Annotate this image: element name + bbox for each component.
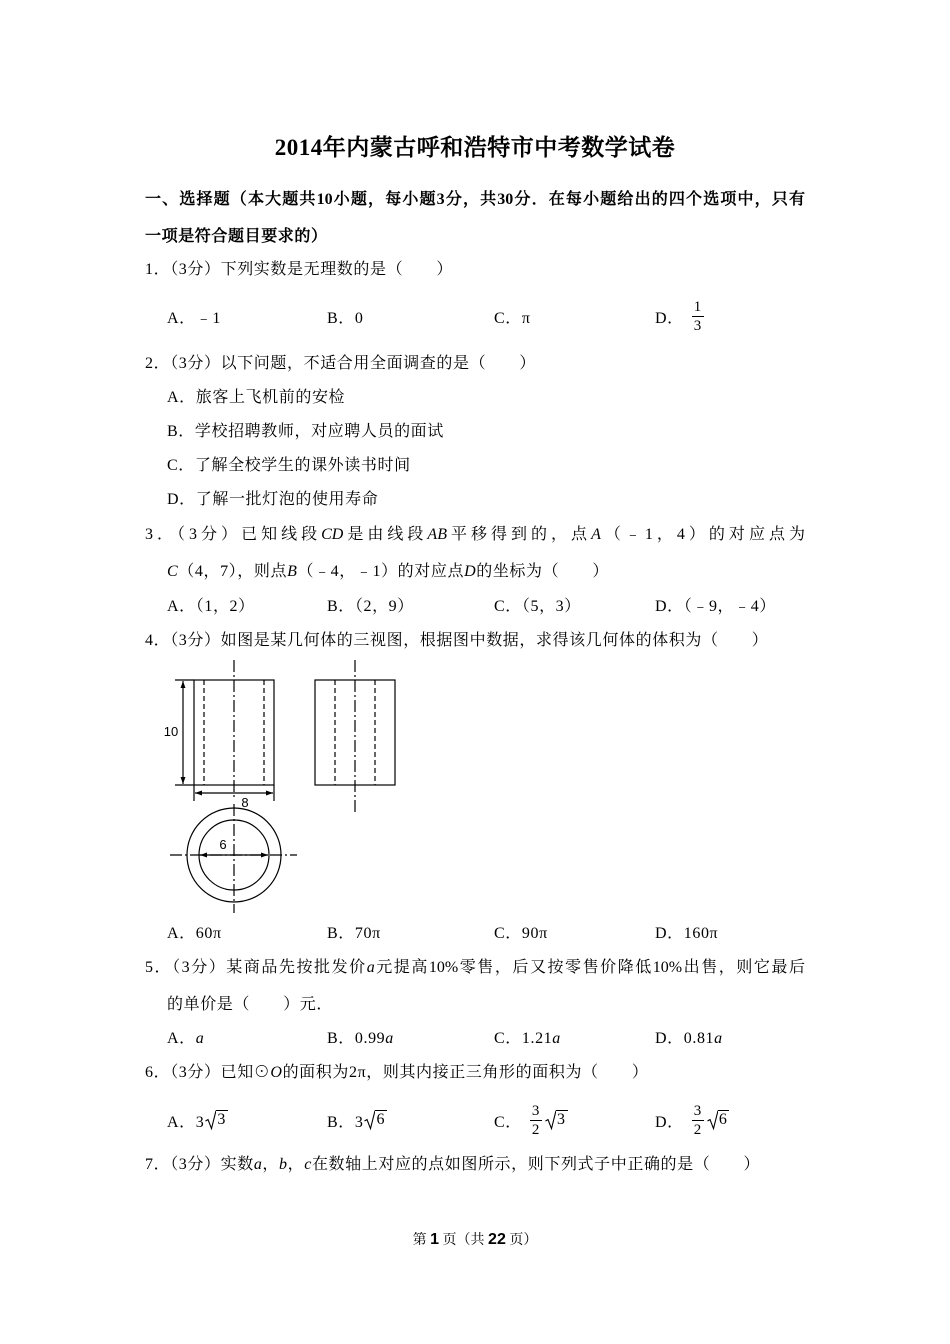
- text-segment: （﹣4，﹣1）的对应点: [297, 563, 465, 580]
- q2-option-c: C．了解全校学生的课外读书时间: [167, 457, 411, 474]
- variable: CD: [321, 526, 344, 543]
- footer-text: 页）: [505, 1233, 538, 1248]
- variable: D: [464, 563, 477, 580]
- q6-option-d: [655, 1100, 729, 1140]
- q6-stem: [145, 1063, 648, 1083]
- q3-option-c: C．（5，3）: [494, 598, 581, 615]
- option-label: A．: [167, 1030, 196, 1047]
- radicand: 6: [718, 1111, 728, 1128]
- q6-option-c: [494, 1100, 568, 1140]
- square-root: [707, 1110, 730, 1130]
- variable: AB: [427, 526, 447, 543]
- fraction: [530, 1103, 542, 1138]
- q2-option-d: D．了解一批灯泡的使用寿命: [167, 491, 379, 508]
- width-dimension-label: 8: [241, 795, 249, 810]
- q3-stem-line1: [145, 525, 805, 545]
- section-heading-line2: 一项是符合题目要求的）: [145, 228, 328, 245]
- radicand: 6: [376, 1111, 386, 1128]
- q6-option-a: [167, 1100, 228, 1140]
- q4-option-b: B．70π: [327, 925, 381, 942]
- radical-sign-icon: [364, 1110, 375, 1130]
- q4-option-c: C．90π: [494, 925, 548, 942]
- option-label: C．: [494, 1113, 522, 1131]
- q3-option-b: B．（2，9）: [327, 598, 414, 615]
- variable: a: [385, 1030, 394, 1047]
- fraction-numerator: 3: [693, 1102, 702, 1119]
- q3-option-a: A．（1，2）: [167, 598, 255, 615]
- option-label: C．1.21: [494, 1030, 553, 1047]
- variable: c: [304, 1156, 312, 1173]
- text-segment: 是由线段: [343, 526, 428, 543]
- q2-stem: 2．（3分）以下问题，不适合用全面调查的是（ ）: [145, 355, 537, 372]
- text-segment: （4，7），则点: [178, 563, 288, 580]
- q6-option-b: [327, 1100, 387, 1140]
- text-segment: 7．（3分）实数: [145, 1156, 254, 1173]
- square-root: [545, 1110, 568, 1130]
- variable: a: [253, 1156, 263, 1173]
- q4-option-a: A．60π: [167, 925, 222, 942]
- radical-sign-icon: [545, 1110, 556, 1130]
- q1-stem: 1．（3分）下列实数是无理数的是（ ）: [145, 261, 454, 278]
- fraction: [692, 1103, 704, 1138]
- fraction: [692, 299, 704, 334]
- variable: a: [552, 1030, 561, 1047]
- q3-stem-line2: [167, 562, 609, 582]
- text-segment: ，: [287, 1156, 305, 1173]
- text-segment: 的坐标为（ ）: [476, 563, 610, 580]
- q5-option-d: [655, 1029, 723, 1049]
- variable: a: [714, 1030, 723, 1047]
- q4-option-d: D．160π: [655, 925, 719, 942]
- text-segment: （﹣1，4）的对应点为: [600, 526, 805, 543]
- q1-option-b: B．0: [327, 309, 364, 327]
- q2-option-a: A．旅客上飞机前的安检: [167, 389, 346, 406]
- q7-stem: [145, 1155, 760, 1175]
- text-segment: 元提高10%零售，后又按零售价降低10%出售，则它最后: [374, 959, 805, 976]
- text-segment: 的面积为2π，则其内接正三角形的面积为（ ）: [282, 1064, 649, 1081]
- text-segment: 平移得到的，点: [446, 526, 592, 543]
- page-title: 2014年内蒙古呼和浩特市中考数学试卷: [274, 135, 676, 160]
- footer-text: 页（共: [439, 1233, 489, 1248]
- variable: a: [195, 1030, 205, 1047]
- square-root: [205, 1110, 228, 1130]
- option-label: A．3: [167, 1113, 205, 1131]
- variable: O: [270, 1064, 283, 1081]
- q3-option-d: D．（﹣9，﹣4）: [655, 598, 776, 615]
- variable: b: [279, 1156, 288, 1173]
- radical-sign-icon: [205, 1110, 216, 1130]
- text-segment: 6．（3分）已知⊙: [145, 1064, 271, 1081]
- q5-option-c: [494, 1029, 561, 1049]
- fraction-denominator: 2: [531, 1121, 540, 1138]
- q5-stem-line2: 的单价是（ ）元．: [167, 996, 334, 1013]
- option-label: D．0.81: [655, 1030, 715, 1047]
- footer-text: 第: [412, 1233, 431, 1248]
- page-total: 22: [488, 1231, 506, 1248]
- option-label: D．: [655, 309, 684, 327]
- fraction-numerator: 1: [693, 298, 702, 315]
- text-segment: 在数轴上对应的点如图所示，则下列式子中正确的是（ ）: [311, 1156, 761, 1173]
- q1-option-c: C．π: [494, 309, 531, 327]
- q5-option-b: [327, 1029, 394, 1049]
- variable: B: [287, 563, 298, 580]
- radicand: 3: [217, 1111, 226, 1128]
- text-segment: 5．（3分）某商品先按批发价: [145, 959, 367, 976]
- option-label: D．: [655, 1113, 684, 1131]
- q4-stem: 4．（3分）如图是某几何体的三视图，根据图中数据，求得该几何体的体积为（ ）: [145, 632, 769, 649]
- variable: A: [591, 526, 601, 543]
- section-heading-line1: 一、选择题（本大题共10小题，每小题3分，共30分．在每小题给出的四个选项中，只有: [145, 191, 805, 208]
- text-segment: ，: [262, 1156, 280, 1173]
- page-number: 1: [430, 1231, 440, 1248]
- fraction-denominator: 3: [693, 317, 702, 334]
- q2-option-b: B．学校招聘教师，对应聘人员的面试: [167, 423, 444, 440]
- option-label: B．3: [327, 1113, 364, 1131]
- text-segment: 3．（3分）已知线段: [145, 526, 322, 543]
- page-footer: [0, 1230, 950, 1251]
- radical-sign-icon: [707, 1110, 718, 1130]
- option-label: B．0.99: [327, 1030, 386, 1047]
- q5-option-a: [167, 1029, 204, 1049]
- inner-diameter-label: 6: [219, 837, 227, 852]
- three-view-figure: [155, 650, 415, 920]
- height-dimension-label: 10: [163, 724, 179, 739]
- variable: a: [366, 959, 375, 976]
- radicand: 3: [556, 1111, 566, 1128]
- q1-option-a: A．﹣1: [167, 309, 221, 327]
- q5-stem-line1: [145, 958, 805, 978]
- square-root: [364, 1110, 387, 1130]
- variable: C: [167, 563, 179, 580]
- fraction-denominator: 2: [693, 1121, 702, 1138]
- q1-option-d: [655, 296, 706, 336]
- fraction-numerator: 3: [531, 1102, 540, 1119]
